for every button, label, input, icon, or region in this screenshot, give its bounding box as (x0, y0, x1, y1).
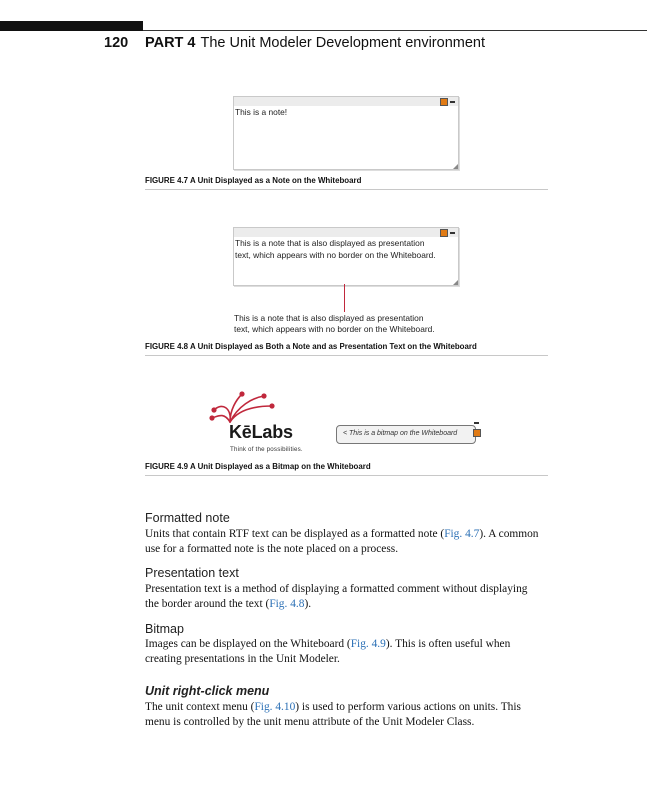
para-line: creating presentations in the Unit Modeler. (145, 653, 340, 665)
figure-4-8-caption: FIGURE 4.8 A Unit Displayed as Both a Note and as Presentation Text on the Whiteboard (145, 341, 477, 351)
section-title-presentation-text: Presentation text (145, 566, 239, 580)
section-title-bitmap: Bitmap (145, 622, 184, 636)
figure-4-9-caption: FIGURE 4.9 A Unit Displayed as a Bitmap on the Whiteboard (145, 461, 371, 471)
presentation-text-line-2[interactable]: text, which appears with no border on the Whiteboard. (234, 324, 435, 334)
caption-rule (145, 475, 548, 476)
minimize-icon[interactable] (450, 101, 455, 103)
paragraph-unit-menu (145, 700, 550, 730)
note-unit-fig-4-7[interactable] (233, 96, 459, 170)
fig-4-8-link[interactable]: Fig. 4.8 (269, 598, 305, 610)
note-text-line-2: text, which appears with no border on the Whiteboard. (235, 250, 436, 260)
para-line: Images can be displayed on the Whiteboard (Fig. 4.9). This is often useful when (145, 638, 511, 650)
note-text-line-1: This is a note that is also displayed as presentation (235, 238, 425, 248)
presentation-text-line-1[interactable]: This is a note that is also displayed as presentation (234, 313, 424, 323)
para-line: the border around the text (Fig. 4.8). (145, 598, 312, 610)
section-title-formatted-note: Formatted note (145, 511, 230, 525)
para-line: use for a formatted note is the note placed on a process. (145, 543, 399, 555)
figure-4-7-caption: FIGURE 4.7 A Unit Displayed as a Note on the Whiteboard (145, 175, 362, 185)
paragraph-presentation-text (145, 582, 550, 612)
kelabs-logo-icon (208, 388, 280, 426)
fig-4-7-link[interactable]: Fig. 4.7 (444, 528, 480, 540)
note-unit-fig-4-8[interactable] (233, 227, 459, 286)
note-color-icon[interactable] (440, 98, 448, 106)
connector-line (344, 284, 345, 312)
caption-rule (145, 355, 548, 356)
minimize-icon[interactable] (450, 232, 455, 234)
header-rule (143, 30, 647, 31)
para-line: menu is controlled by the unit menu attribute of the Unit Modeler Class. (145, 716, 475, 728)
part-label: PART 4 (145, 35, 196, 51)
bitmap-label: < This is a bitmap on the Whiteboard (343, 430, 458, 437)
caption-rule (145, 189, 548, 190)
minimize-icon[interactable] (474, 422, 479, 424)
paragraph-formatted-note (145, 527, 550, 557)
fig-4-10-link[interactable]: Fig. 4.10 (254, 701, 296, 713)
para-line: Units that contain RTF text can be displayed as a formatted note (Fig. 4.7). A common (145, 528, 539, 540)
part-title: The Unit Modeler Development environment (200, 35, 485, 51)
note-controls (440, 229, 455, 237)
header-bar (0, 21, 143, 31)
bitmap-unit[interactable] (336, 425, 476, 444)
note-controls (440, 98, 455, 106)
logo-wordmark: KēLabs (229, 422, 293, 442)
section-title-unit-menu: Unit right-click menu (145, 684, 270, 698)
note-text: This is a note! (235, 107, 288, 117)
logo-tagline: Think of the possibilities. (230, 446, 303, 453)
page-number: 120 (104, 35, 129, 51)
note-title-strip (234, 97, 458, 106)
note-color-icon[interactable] (440, 229, 448, 237)
resize-grip-icon[interactable] (453, 280, 458, 285)
para-line: The unit context menu (Fig. 4.10) is used to perform various actions on units. This (145, 701, 521, 713)
running-header (145, 35, 485, 51)
para-line: Presentation text is a method of displaying a formatted comment without displaying (145, 583, 528, 595)
note-title-strip (234, 228, 458, 237)
fig-4-9-link[interactable]: Fig. 4.9 (350, 638, 386, 650)
paragraph-bitmap (145, 637, 550, 667)
resize-grip-icon[interactable] (453, 164, 458, 169)
note-color-icon[interactable] (473, 429, 481, 437)
